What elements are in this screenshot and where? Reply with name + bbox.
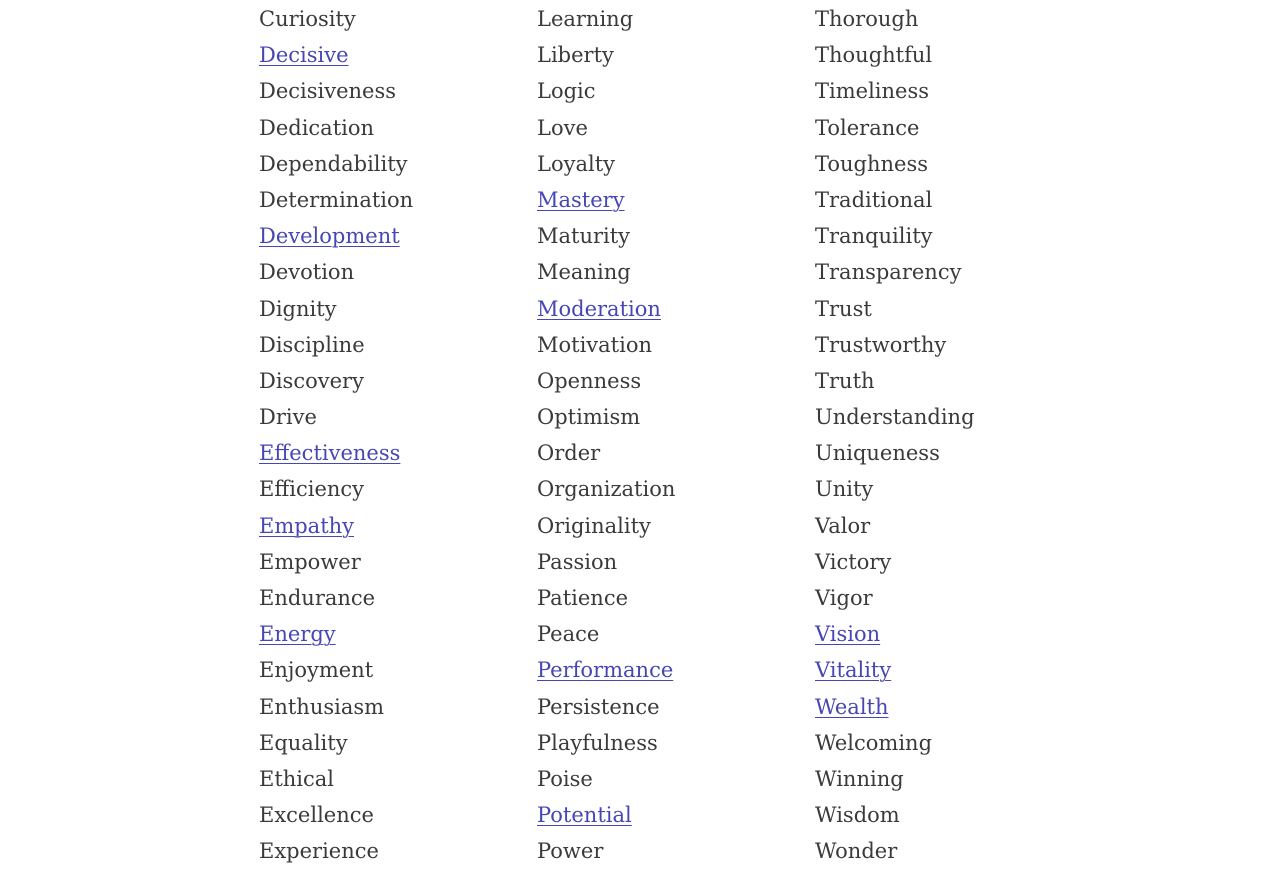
value-text: Understanding	[815, 405, 975, 430]
value-text: Winning	[815, 766, 904, 791]
value-text: Discipline	[259, 332, 365, 357]
value-link[interactable]: Mastery	[537, 187, 625, 212]
value-text: Poise	[537, 766, 593, 791]
value-text: Wonder	[815, 839, 898, 864]
value-text: Meaning	[537, 260, 631, 285]
value-text: Trust	[815, 296, 872, 321]
value-text: Maturity	[537, 224, 631, 249]
value-text: Learning	[537, 7, 634, 31]
value-list-item[interactable]	[815, 689, 1093, 725]
value-text: Dignity	[259, 296, 337, 321]
value-text: Endurance	[259, 586, 376, 610]
value-list-item[interactable]	[815, 652, 1093, 688]
value-text: Empower	[259, 549, 361, 574]
value-text: Discovery	[259, 368, 364, 393]
value-text: Toughness	[815, 151, 929, 176]
value-text: Order	[537, 441, 601, 466]
value-text: Uniqueness	[815, 441, 940, 466]
values-column-3	[815, 1, 1093, 870]
value-text: Thoughtful	[815, 43, 933, 68]
value-text: Drive	[259, 405, 317, 430]
value-text: Enthusiasm	[259, 694, 385, 719]
value-link[interactable]: Moderation	[537, 296, 661, 321]
value-list-item[interactable]	[259, 37, 537, 73]
value-text: Thorough	[815, 7, 919, 31]
value-list-item[interactable]	[537, 652, 815, 688]
value-text: Loyalty	[537, 151, 615, 176]
value-text: Transparency	[815, 260, 962, 285]
value-text: Wisdom	[815, 803, 900, 828]
value-text: Love	[537, 115, 588, 140]
value-text: Liberty	[537, 43, 614, 68]
value-link[interactable]: Performance	[537, 658, 674, 683]
value-text: Openness	[537, 368, 642, 393]
value-text: Efficiency	[259, 477, 365, 502]
value-link[interactable]: Energy	[259, 622, 336, 647]
value-text: Passion	[537, 549, 618, 574]
value-text: Equality	[259, 730, 348, 755]
value-text: Motivation	[537, 332, 653, 357]
value-link[interactable]: Development	[259, 224, 400, 249]
value-text: Tolerance	[815, 115, 920, 140]
value-text: Vigor	[815, 586, 873, 610]
value-list-item[interactable]	[259, 616, 537, 652]
value-link[interactable]: Vitality	[815, 658, 892, 683]
value-text: Timeliness	[815, 79, 930, 104]
value-text: Patience	[537, 586, 629, 610]
value-text: Victory	[815, 549, 892, 574]
value-list-item[interactable]	[815, 616, 1093, 652]
values-column-2	[537, 1, 815, 870]
value-text: Power	[537, 839, 604, 864]
value-text: Originality	[537, 513, 651, 538]
value-text: Truth	[815, 368, 875, 393]
value-text: Unity	[815, 477, 874, 502]
value-text: Playfulness	[537, 730, 658, 755]
value-list-item[interactable]	[537, 291, 815, 327]
value-link[interactable]: Potential	[537, 803, 632, 828]
value-list-item[interactable]	[259, 508, 537, 544]
value-link[interactable]: Effectiveness	[259, 441, 401, 466]
value-text: Experience	[259, 839, 379, 864]
value-text: Optimism	[537, 405, 641, 430]
value-list-item[interactable]	[259, 218, 537, 254]
value-text: Tranquility	[815, 224, 933, 249]
value-list-item[interactable]	[537, 797, 815, 833]
value-text: Trustworthy	[815, 332, 947, 357]
value-text: Excellence	[259, 803, 374, 828]
value-text: Dependability	[259, 151, 408, 176]
value-text: Curiosity	[259, 7, 356, 31]
value-text: Organization	[537, 477, 676, 502]
value-text: Valor	[815, 513, 871, 538]
value-link[interactable]: Vision	[815, 622, 881, 647]
value-list-item[interactable]	[259, 435, 537, 471]
values-columns	[259, 1, 1093, 870]
value-text: Ethical	[259, 766, 335, 791]
value-link[interactable]: Empathy	[259, 513, 355, 538]
value-link[interactable]: Wealth	[815, 694, 889, 719]
value-text: Decisiveness	[259, 79, 397, 104]
value-list-item[interactable]	[537, 182, 815, 218]
values-column-1	[259, 1, 537, 870]
value-link[interactable]: Decisive	[259, 43, 349, 68]
value-text: Dedication	[259, 115, 375, 140]
value-text: Peace	[537, 622, 600, 647]
value-text: Traditional	[815, 187, 933, 212]
value-text: Persistence	[537, 694, 660, 719]
value-text: Devotion	[259, 260, 355, 285]
value-text: Enjoyment	[259, 658, 374, 683]
value-text: Welcoming	[815, 730, 933, 755]
value-text: Logic	[537, 79, 596, 104]
value-text: Determination	[259, 187, 414, 212]
